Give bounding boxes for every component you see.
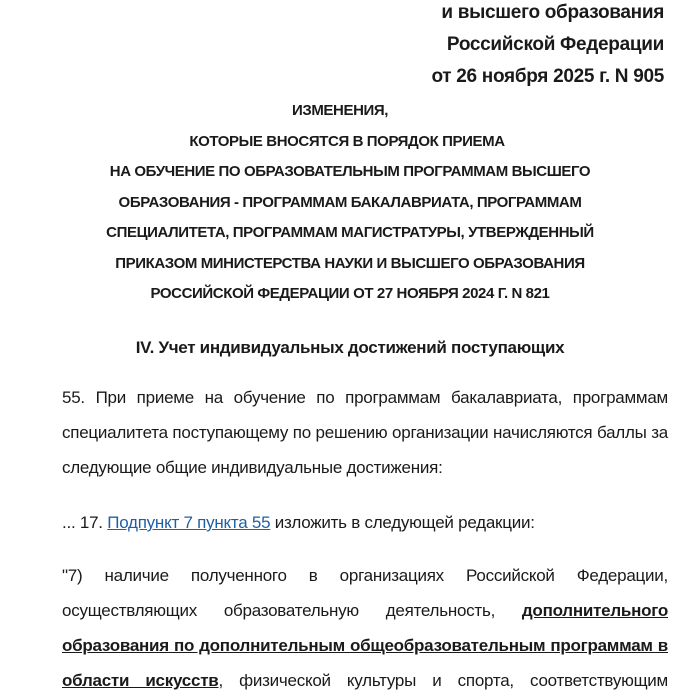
paragraph-suffix: изложить в следующей редакции: [270,513,535,532]
paragraph-line: 55. При приеме на обучение по программам бакалавриата, программам [62,388,668,407]
plain-text: , физической культуры и спорта, соответствующим [218,671,668,690]
title-line: ОБРАЗОВАНИЯ - ПРОГРАММАМ БАКАЛАВРИАТА, ПРОГРАММАМ [118,193,582,211]
paragraph-line: следующие общие индивидуальные достижения: [62,458,443,477]
subpoint-link[interactable]: Подпункт 7 пункта 55 [107,513,271,532]
header-line: и высшего образования [441,2,664,23]
plain-text: осуществляющих образовательную деятельность, [62,601,522,620]
title-line: КОТОРЫЕ ВНОСЯТСЯ В ПОРЯДОК ПРИЕМА [189,132,505,150]
paragraph-prefix: ... 17. [62,513,108,532]
title-line: ИЗМЕНЕНИЯ, [291,102,389,119]
paragraph-line [62,663,668,698]
paragraph-55 [62,380,668,485]
paragraph-line: "7) наличие полученного в организациях Российской Федерации, [62,566,668,585]
title-line: ПРИКАЗОМ МИНИСТЕРСТВА НАУКИ И ВЫСШЕГО ОБРАЗОВАНИЯ [115,254,585,272]
paragraph-line: специалитета поступающему по решению организации начисляются баллы за [62,423,668,442]
emphasized-text: области искусств [62,671,219,690]
paragraph-line [62,628,668,663]
emphasized-text: образования по дополнительным общеобразовательным программам в [62,636,668,655]
emphasized-text: дополнительного [521,601,668,620]
document-header [431,0,664,93]
paragraph-line [62,593,668,628]
document-title [0,96,700,310]
title-line: РОССИЙСКОЙ ФЕДЕРАЦИИ ОТ 27 НОЯБРЯ 2024 Г. N 821 [150,285,550,302]
paragraph-17 [62,505,668,540]
title-line: НА ОБУЧЕНИЕ ПО ОБРАЗОВАТЕЛЬНЫМ ПРОГРАММАМ ВЫСШЕГО [109,163,591,180]
section-heading: IV. Учет индивидуальных достижений поступающих [135,338,565,357]
header-line: Российской Федерации [446,34,664,55]
paragraph-7 [62,558,668,698]
title-line: СПЕЦИАЛИТЕТА, ПРОГРАММАМ МАГИСТРАТУРЫ, УТВЕРЖДЕННЫЙ [106,224,594,241]
header-line: от 26 ноября 2025 г. N 905 [431,66,664,87]
